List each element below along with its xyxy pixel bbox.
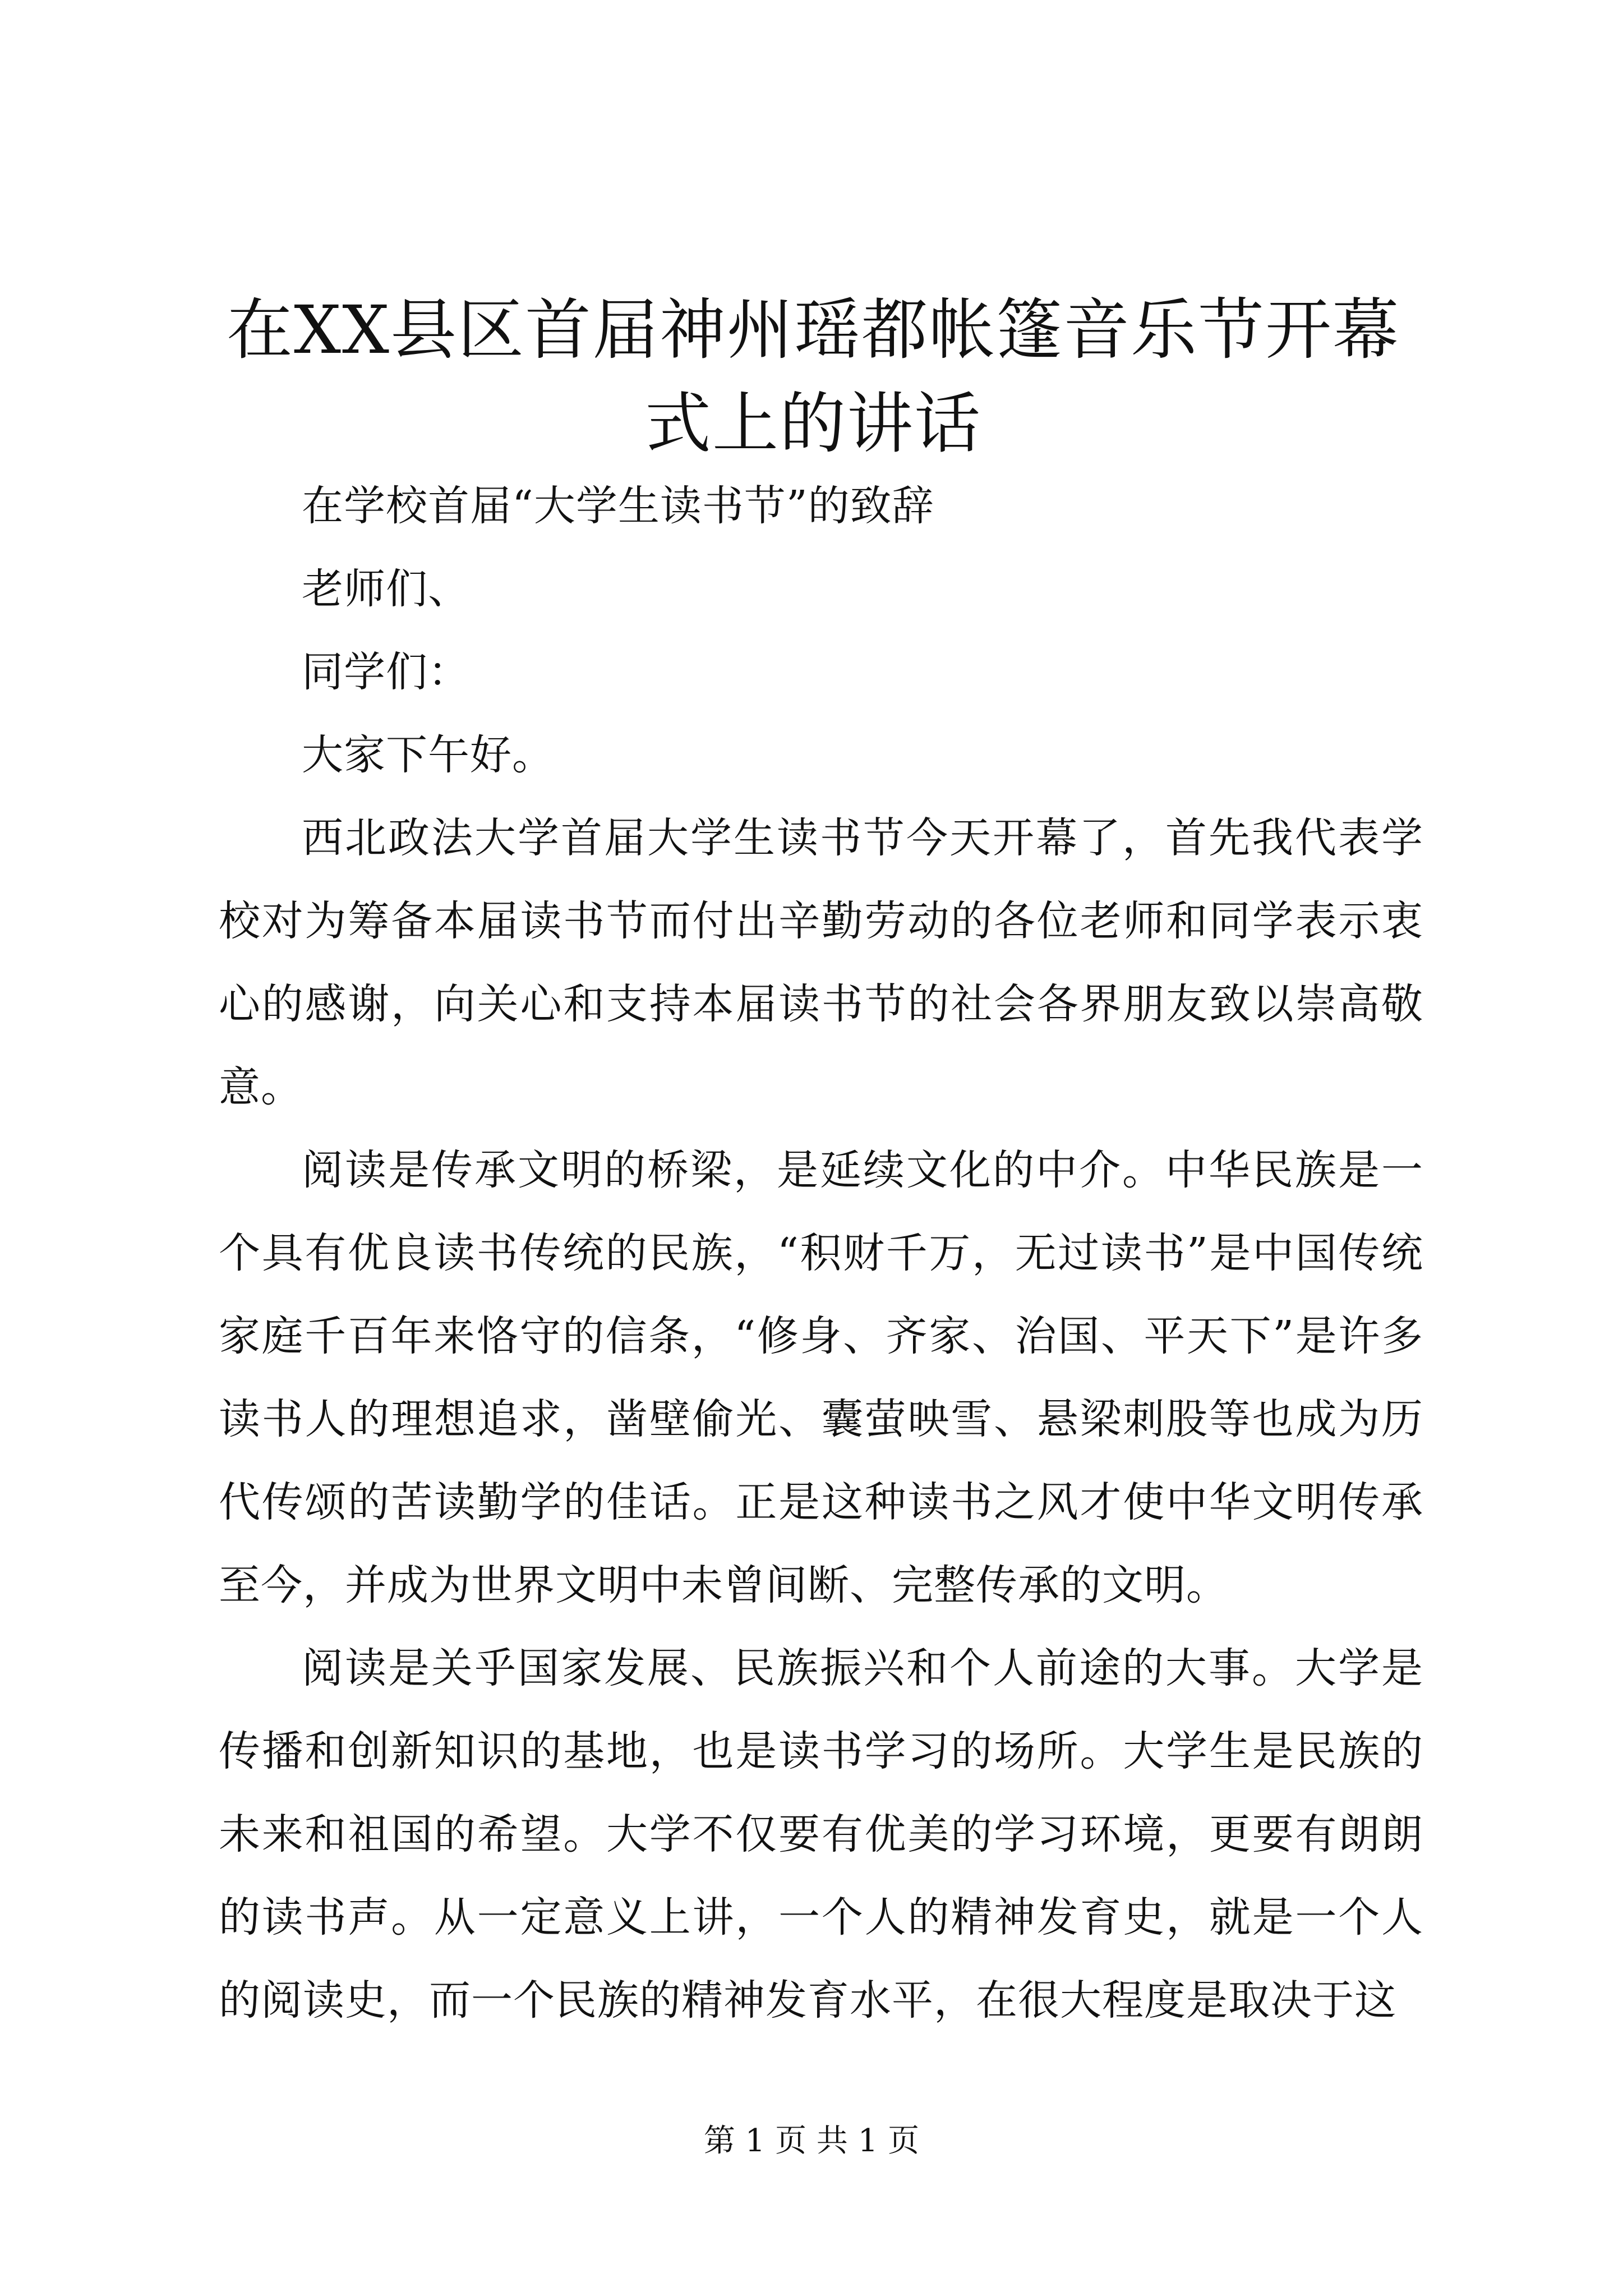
paragraph-salutation-students: 同学们： — [302, 648, 470, 696]
paragraph-greeting: 大家下午好。 — [302, 731, 554, 779]
paragraph-salutation-teachers: 老师们、 — [302, 565, 470, 613]
paragraph-opening: 西北政法大学首届大学生读书节今天开幕了，首先我代表学校对为筹备本届读书节而付出辛勤劳动的各位老师和同学表示衷心的感谢，向关心和支持本届读书节的社会各界朋友致以崇高敬意。 — [219, 814, 1423, 1111]
document-title: 在XX县区首届神州瑶都帐篷音乐节开幕式上的讲话 — [226, 291, 1400, 462]
paragraph-subtitle: 在学校首届“大学生读书节”的致辞 — [302, 482, 934, 530]
paragraph-reading-importance: 阅读是关乎国家发展、民族振兴和个人前途的大事。大学是传播和创新知识的基地，也是读书学习的场所。大学生是民族的未来和祖国的希望。大学不仅要有优美的学习环境，更要有朗朗的读书声。从一定意义上讲，一个人的精神发育史，就是一个人的阅读史，而一个民族的精神发育水平，在很大程度是取决于这 — [219, 1644, 1423, 2024]
page-footer: 第 1 页 共 1 页 — [703, 2123, 920, 2159]
document-body — [219, 464, 1423, 2042]
paragraph-reading-tradition: 阅读是传承文明的桥梁，是延续文化的中介。中华民族是一个具有优良读书传统的民族，“积财千万，无过读书”是中国传统家庭千百年来恪守的信条，“修身、齐家、治国、平天下”是许多读书人的理想追求，凿壁偷光、囊萤映雪、悬梁刺股等也成为历代传颂的苦读勤学的佳话。正是这种读书之风才使中华文明传承至今，并成为世界文明中未曾间断、完整传承的文明。 — [219, 1146, 1423, 1609]
